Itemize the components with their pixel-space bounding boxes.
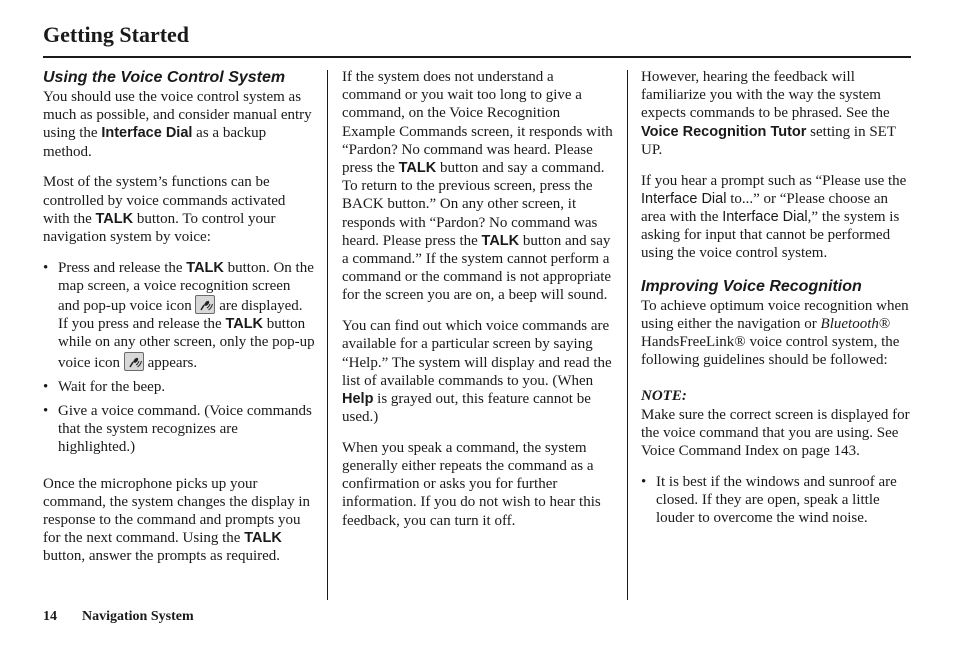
- paragraph: [43, 475, 315, 566]
- keyword: TALK: [95, 210, 134, 227]
- text: button and say a command.” If the system cannot perform a command or the command is not appropriate for the screen you are on, a beep will sound.: [342, 232, 612, 304]
- keyword: TALK: [481, 232, 520, 249]
- text: Once the microphone picks up your command, the system changes the display in response to the command and prompts you for the next command. Using the: [43, 475, 311, 547]
- voice-control-icon: [195, 295, 215, 314]
- text: button and say a command. To return to the previous screen, press the BACK button.” On any other screen, it responds with “Pardon? No command was heard. Please press the: [342, 160, 605, 249]
- section-name: Navigation System: [82, 609, 194, 624]
- text: ,” the system is asking for input that cannot be performed using the voice control system.: [641, 208, 900, 262]
- text: If you hear a prompt such as “Please use the: [641, 172, 907, 189]
- list-item: • It is best if the windows and sunroof are closed. If they are open, speak a little louder to overcome the wind noise.: [641, 473, 913, 528]
- note-heading: NOTE:: [641, 388, 687, 405]
- keyword: TALK: [186, 259, 224, 276]
- page-title: Getting Started: [43, 22, 190, 47]
- paragraph: [342, 317, 614, 426]
- text: appears.: [143, 354, 198, 371]
- keyword: Help: [342, 390, 374, 407]
- voice-control-icon: [124, 352, 144, 371]
- interface-dial-term: Interface Dial: [641, 190, 727, 207]
- list-item: • Wait for the beep.: [43, 378, 315, 396]
- paragraph: When you speak a command, the system generally either repeats the command as a confirmation or asks you for further information. If you do not wish to hear this feedback, you can turn it off.: [342, 439, 601, 529]
- keyword: Voice Recognition Tutor: [641, 123, 807, 140]
- text: button. To control your navigation system by voice:: [43, 210, 276, 245]
- text: are displayed. If you press and release the: [58, 298, 303, 333]
- column-1: [43, 68, 315, 566]
- paragraph: [641, 297, 913, 370]
- column-3: [641, 68, 913, 527]
- keyword: TALK: [398, 160, 437, 177]
- section-heading: Improving Voice Recognition: [641, 277, 862, 295]
- keyword: TALK: [225, 316, 264, 333]
- bullet-list: [641, 473, 913, 528]
- paragraph: [43, 173, 315, 246]
- text: button, answer the prompts as required.: [43, 548, 281, 565]
- text: ® HandsFreeLink® voice control system, the following guidelines should be followed:: [641, 315, 900, 369]
- section-heading: Using the Voice Control System: [43, 69, 286, 86]
- text: to...” or “Please choose an area with the: [641, 190, 889, 225]
- interface-dial-term: Interface Dial: [722, 208, 808, 225]
- text: Press and release the: [58, 259, 187, 276]
- paragraph: [43, 88, 315, 161]
- paragraph: [641, 68, 913, 159]
- list-item: [43, 259, 315, 372]
- text: Most of the system’s functions can be controlled by voice commands activated with the: [43, 174, 286, 227]
- column-divider: [327, 70, 328, 600]
- column-divider: [627, 70, 628, 600]
- text: is grayed out, this feature cannot be used.): [342, 390, 591, 426]
- bluetooth-term: Bluetooth: [820, 315, 879, 332]
- page-number: 14: [43, 609, 57, 624]
- text: as a backup method.: [43, 125, 267, 160]
- keyword: TALK: [244, 530, 282, 547]
- list-item: • Give a voice command. (Voice commands that the system recognizes are highlighted.): [43, 402, 315, 457]
- note-label: [641, 387, 913, 405]
- text: button while on any other screen, only the pop-up voice icon: [58, 316, 315, 371]
- text: If the system does not understand a command or you wait too long to give a command, on the Voice Recognition Example Commands screen, it responds with “Pardon? No command was heard. Please press the: [342, 69, 613, 177]
- text: To achieve optimum voice recognition when using either the navigation or: [641, 297, 909, 332]
- bullet-list: [43, 259, 315, 457]
- title-rule: [43, 56, 911, 58]
- text: However, hearing the feedback will familiarize you with the way the system expects commands to be phrased. See the: [641, 69, 890, 122]
- text: You can find out which voice commands are available for a particular screen by saying “Help.” The system will display and read the list of available commands to you. (When: [342, 318, 612, 389]
- text: setting in SET UP.: [641, 123, 896, 158]
- keyword: Interface Dial: [101, 125, 193, 142]
- text: button. On the map screen, a voice recognition screen and pop-up voice icon: [58, 259, 314, 315]
- page-footer: [43, 609, 194, 625]
- column-2: [342, 68, 614, 530]
- note-text: Make sure the correct screen is displayed for the voice command that you are using. See Voice Command Index on page 143.: [641, 406, 910, 459]
- paragraph: [641, 172, 913, 263]
- paragraph: [342, 68, 614, 305]
- text: You should use the voice control system as much as possible, and consider manual entry using the: [43, 89, 312, 142]
